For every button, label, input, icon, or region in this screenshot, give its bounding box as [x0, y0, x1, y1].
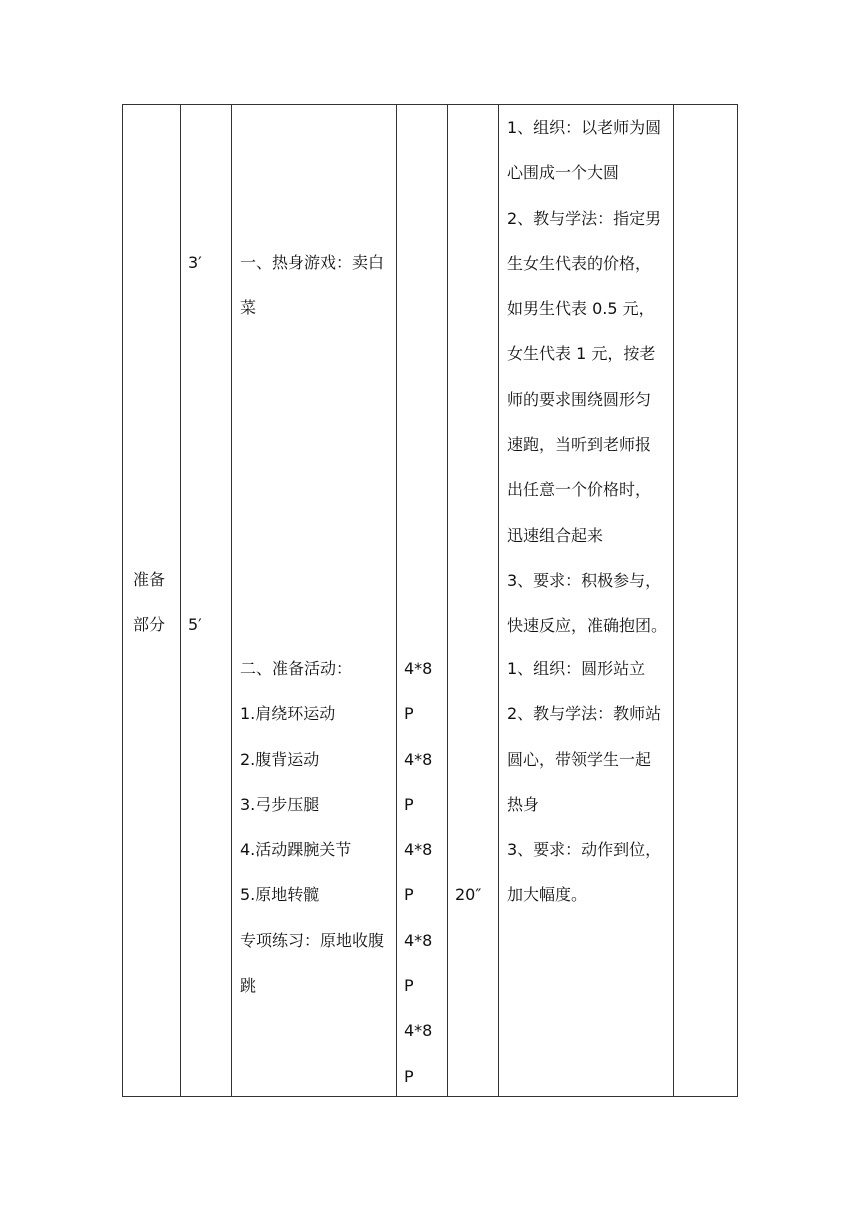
time-cell-activity: [188, 602, 202, 647]
count-line: P: [404, 976, 414, 996]
method-line: 生女生代表的价格，: [507, 253, 652, 273]
duration-cell: [455, 872, 481, 917]
content-line: 跳: [240, 976, 257, 996]
content-line: 3.弓步压腿: [240, 794, 320, 814]
count-cell: [404, 646, 432, 1099]
count-line: 4*8: [404, 930, 433, 950]
content-line: 2.腹背运动: [240, 749, 320, 769]
column-divider: [396, 105, 397, 1096]
count-line: P: [404, 704, 414, 724]
section-part-line: 准备: [133, 570, 166, 589]
content-line: 5.原地转髋: [240, 885, 320, 905]
method-line: 1、组织：圆形站立: [507, 659, 646, 678]
method-line: 速跑，当听到老师报: [507, 435, 652, 455]
warmup-game-method: [507, 105, 667, 649]
method-line: 圆心，带领学生一起: [507, 749, 652, 769]
method-line: 2、教与学法：教师站: [507, 704, 662, 724]
count-line: 4*8: [404, 659, 433, 678]
section-part-line: 部分: [133, 615, 166, 635]
method-line: 师的要求围绕圆形匀: [507, 389, 652, 409]
duration-value: 20″: [455, 885, 482, 904]
warmup-activity-content: [240, 646, 384, 1008]
method-line: 快速反应，准确抱团。: [507, 616, 668, 636]
column-divider: [231, 105, 232, 1096]
method-line: 加大幅度。: [507, 885, 588, 905]
count-line: P: [404, 794, 414, 814]
section-part-cell: [133, 557, 165, 648]
warmup-activity-method: [507, 646, 661, 918]
warmup-game-content: [240, 240, 384, 331]
column-divider: [447, 105, 448, 1096]
content-line: 菜: [240, 298, 257, 318]
count-line: 4*8: [404, 1021, 433, 1041]
time-value: 5′: [188, 615, 202, 634]
method-line: 如男生代表 0.5 元，: [507, 299, 655, 319]
method-line: 热身: [507, 794, 540, 814]
method-line: 1、组织：以老师为圆: [507, 118, 662, 137]
content-line: 1.肩绕环运动: [240, 704, 336, 724]
method-line: 女生代表 1 元，按老: [507, 344, 656, 364]
column-divider: [498, 105, 499, 1096]
count-line: P: [404, 885, 414, 905]
content-line: 一、热身游戏：卖白: [240, 253, 385, 272]
content-line: 专项练习：原地收腹: [240, 930, 385, 950]
column-divider: [180, 105, 181, 1096]
count-line: 4*8: [404, 840, 433, 860]
count-line: 4*8: [404, 749, 433, 769]
method-line: 3、要求：动作到位，: [507, 840, 662, 860]
content-line: 二、准备活动：: [240, 659, 353, 678]
content-line: 4.活动踝腕关节: [240, 840, 352, 860]
count-line: P: [404, 1066, 414, 1086]
time-value: 3′: [188, 253, 202, 272]
method-line: 3、要求：积极参与，: [507, 570, 662, 590]
method-line: 心围成一个大圆: [507, 163, 620, 183]
column-divider: [673, 105, 674, 1096]
method-line: 出任意一个价格时，: [507, 480, 652, 500]
method-line: 迅速组合起来: [507, 525, 604, 545]
time-cell-game: [188, 240, 202, 285]
method-line: 2、教与学法：指定男: [507, 208, 662, 228]
